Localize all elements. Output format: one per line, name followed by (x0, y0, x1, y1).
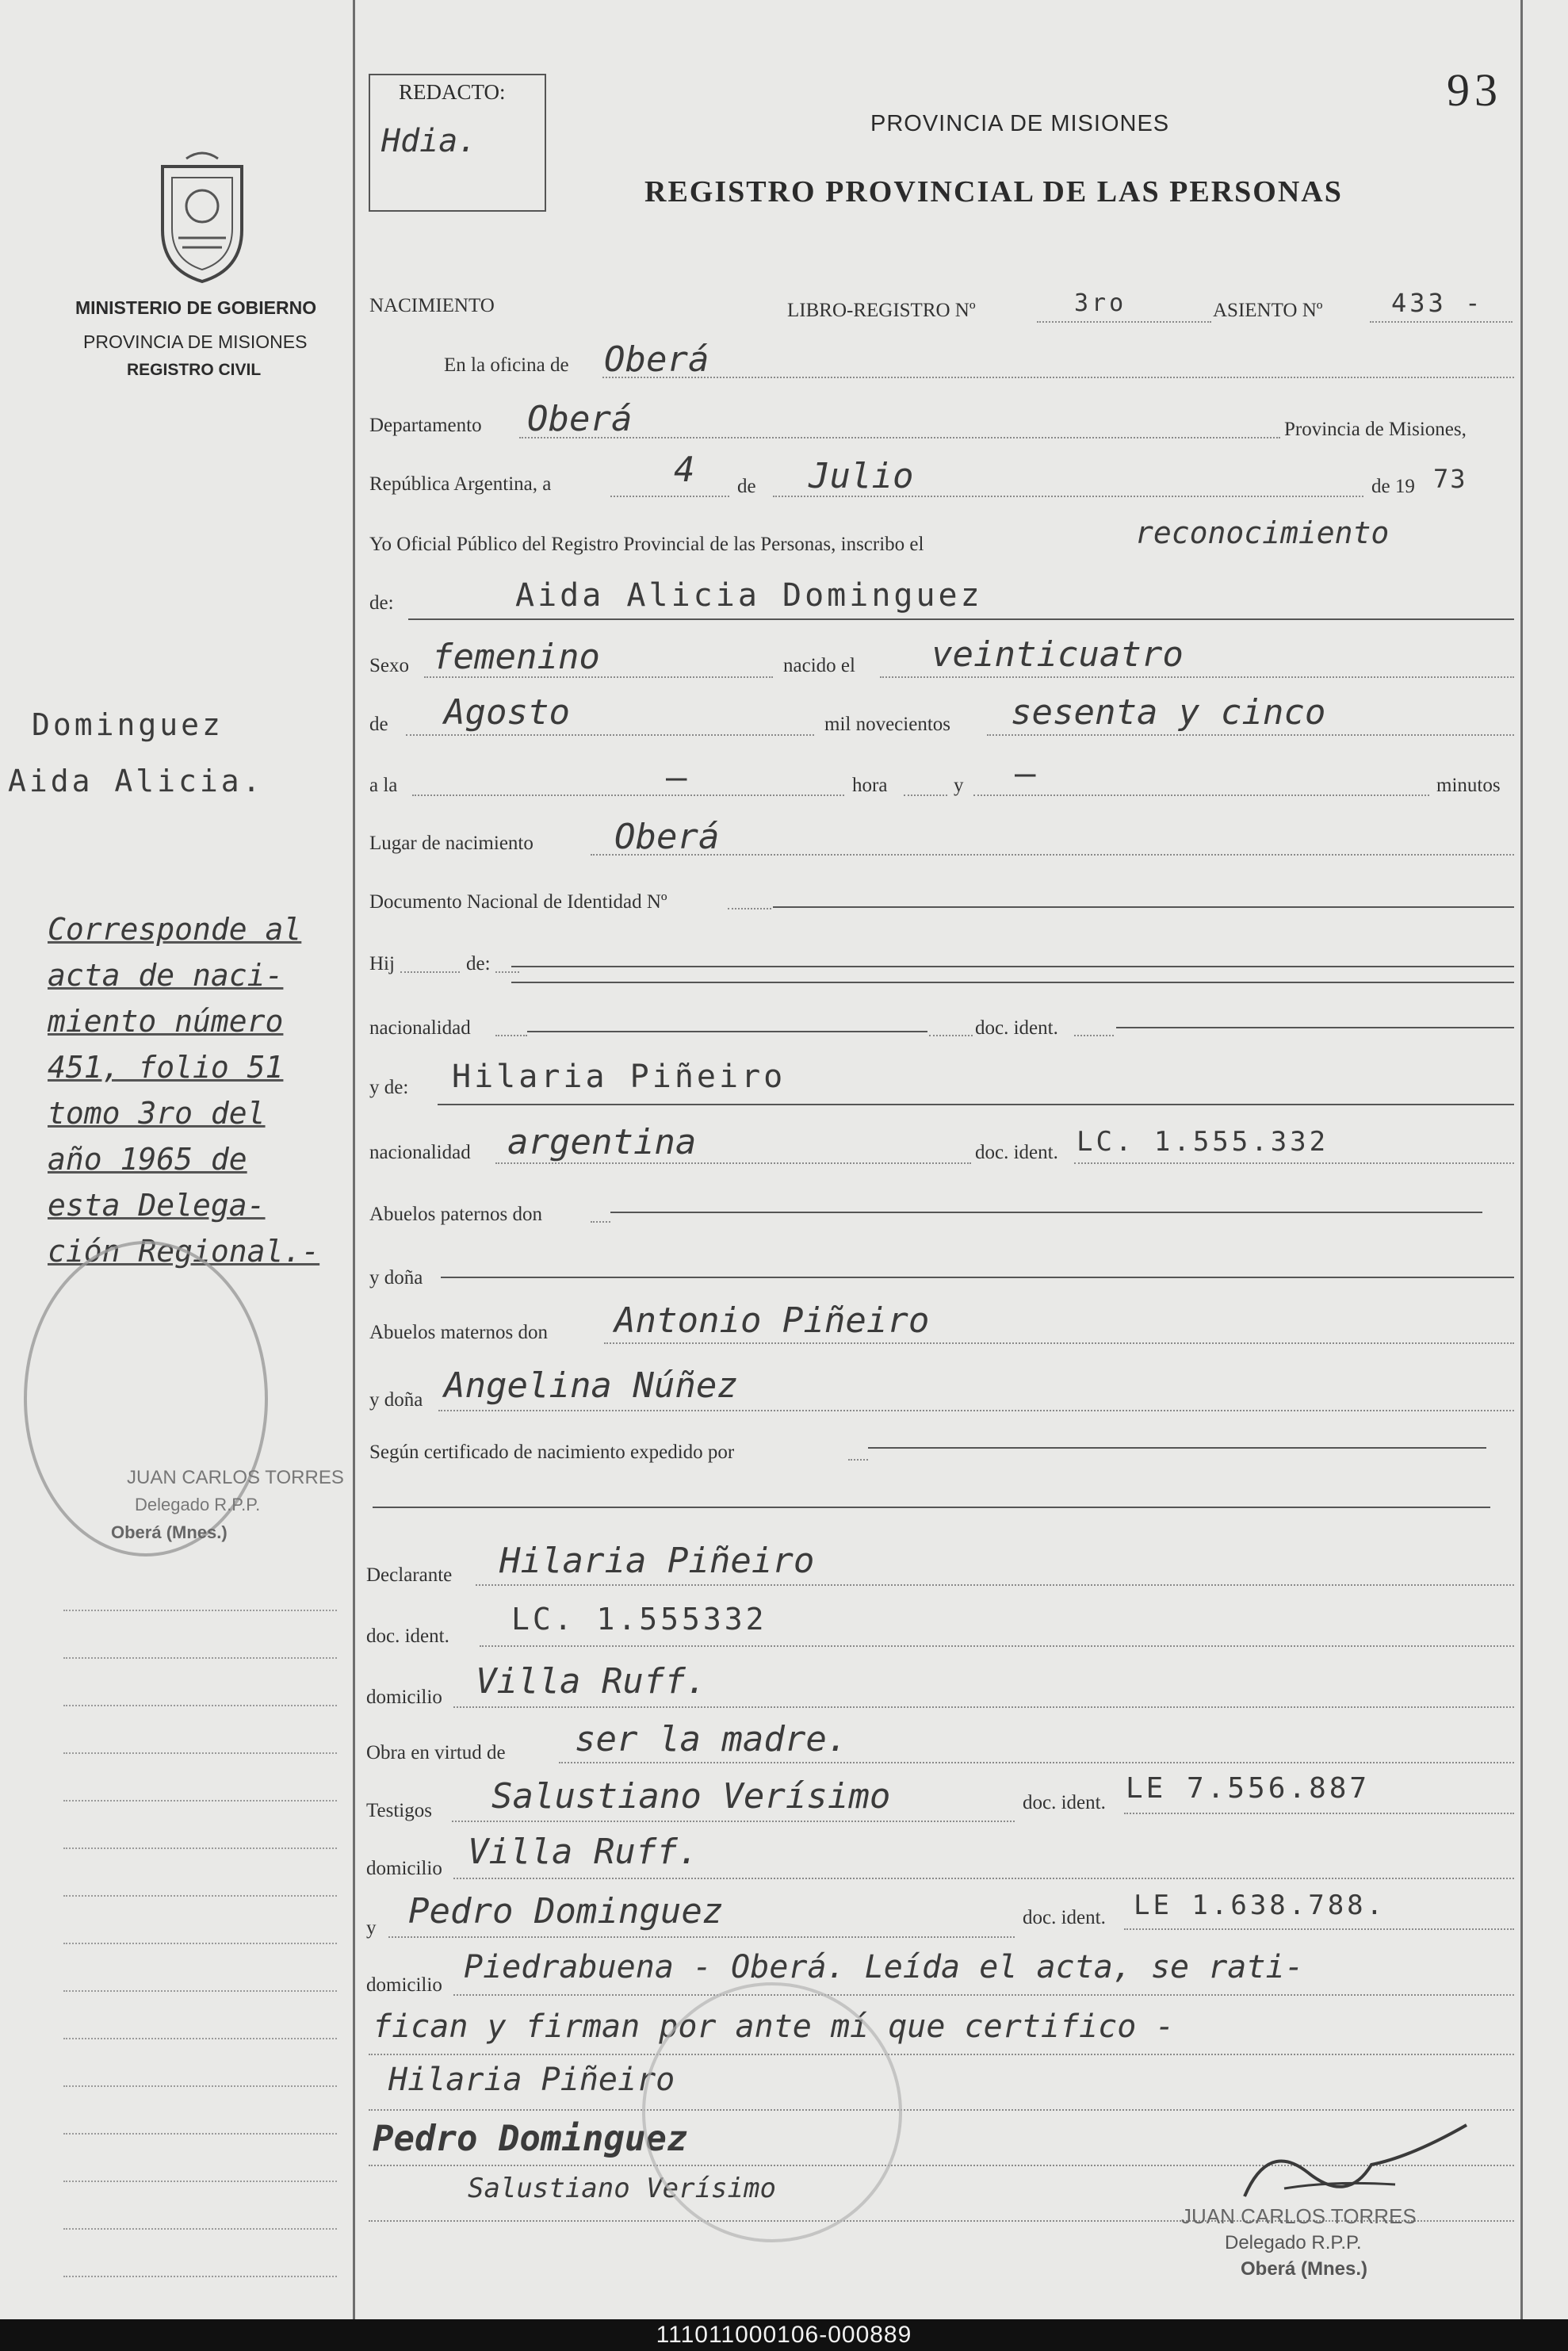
stamp-place-left: Oberá (Mnes.) (111, 1522, 228, 1542)
libro-line (1037, 321, 1211, 323)
hij-line (511, 966, 1514, 967)
official-stamp-center (642, 1982, 902, 2242)
nacido-label: nacido el (783, 655, 855, 676)
docident1-label: doc. ident. (975, 1017, 1058, 1039)
nac1-label: nacionalidad (369, 1017, 471, 1039)
min-value: — (1015, 753, 1036, 794)
mother-value: Hilaria Piñeiro (452, 1059, 786, 1095)
domicilio1-value: Villa Ruff. (476, 1661, 707, 1702)
mil-value: sesenta y cinco (1011, 692, 1326, 733)
abm-line (604, 1342, 1514, 1344)
mother-line (438, 1104, 1514, 1105)
domicilio1-label: domicilio (366, 1687, 442, 1708)
margin-note-line: Corresponde al (48, 912, 302, 947)
mil-line (987, 734, 1514, 736)
signature-declarante: Hilaria Piñeiro (388, 2062, 675, 2098)
de-label: de (737, 476, 756, 497)
segun-line (868, 1447, 1486, 1449)
obra-value: ser la madre. (575, 1719, 848, 1759)
abp-line (610, 1212, 1482, 1213)
abm-label: Abuelos maternos don (369, 1322, 548, 1343)
abp-label: Abuelos paternos don (369, 1204, 543, 1225)
nac1-dots2 (929, 1035, 973, 1036)
margin-note-line: esta Delega- (48, 1188, 266, 1223)
de3-line (406, 734, 814, 736)
testigos-value: Salustiano Verísimo (491, 1776, 891, 1817)
margin-annotation (48, 912, 361, 1280)
libro-value: 3ro (1074, 289, 1127, 317)
testigo2-value: Pedro Dominguez (408, 1891, 724, 1932)
hij-de-label: de: (466, 953, 491, 974)
right-page-border (1520, 0, 1523, 2319)
ydona1-label: y doña (369, 1267, 423, 1288)
margin-blank-line (63, 1800, 337, 1802)
provincia-label: Provincia de Misiones, (1284, 419, 1467, 440)
domicilio1-line (453, 1706, 1514, 1708)
stamp-officer: JUAN CARLOS TORRES (1181, 2204, 1417, 2228)
asiento-label: ASIENTO Nº (1213, 300, 1323, 321)
ydona1-line (441, 1277, 1514, 1278)
docident4-label: doc. ident. (1023, 1792, 1106, 1813)
province-heading: PROVINCIA DE MISIONES (870, 111, 1170, 136)
margin-note-line: tomo 3ro del (48, 1096, 266, 1131)
domicilio2-label: domicilio (366, 1858, 442, 1879)
record-type: NACIMIENTO (369, 295, 495, 316)
margin-name-line2: Aida Alicia. (8, 764, 264, 798)
asiento-value: 433 - (1391, 288, 1484, 318)
margin-blank-line (63, 1752, 337, 1754)
stamp-officer-left: JUAN CARLOS TORRES (127, 1467, 344, 1488)
hij-dots (400, 971, 460, 973)
hora2-line (904, 795, 947, 796)
hij-line2 (511, 982, 1514, 983)
obra-label: Obra en virtud de (366, 1742, 506, 1763)
docident2-value: LC. 1.555.332 (1077, 1126, 1329, 1158)
de2-label: de: (369, 592, 394, 614)
margin-note-line: 451, folio 51 (48, 1050, 284, 1085)
margin-blank-line (63, 1705, 337, 1706)
republica-label: República Argentina, a (369, 473, 552, 495)
de3-value: Agosto (444, 692, 570, 733)
abm-value: Antonio Piñeiro (614, 1300, 930, 1341)
docident1-line (1116, 1027, 1514, 1028)
ydona2-label: y doña (369, 1389, 423, 1411)
abp-dots (591, 1221, 610, 1223)
redacto-box (369, 74, 546, 212)
stamp-place: Oberá (Mnes.) (1241, 2258, 1368, 2280)
departamento-value: Oberá (527, 399, 633, 439)
libro-label: LIBRO-REGISTRO Nº (787, 300, 976, 321)
ydona2-line (438, 1410, 1514, 1411)
stamp-role-left: Delegado R.P.P. (135, 1495, 261, 1514)
ydona2-value: Angelina Núñez (444, 1365, 738, 1406)
ministry-line1: MINISTERIO DE GOBIERNO (75, 297, 317, 318)
nacido-value: veinticuatro (931, 634, 1184, 675)
segun-dots (848, 1459, 868, 1461)
continuation-value: fican y firman por ante mí que certifico - (373, 2008, 1175, 2045)
hij-label: Hij (369, 953, 395, 974)
nac1-line (527, 1031, 927, 1032)
min-line (973, 795, 1429, 796)
domicilio2-value: Villa Ruff. (468, 1832, 699, 1872)
continuation-line (369, 2054, 1514, 2055)
ala-label: a la (369, 775, 398, 796)
dni-dots (728, 908, 771, 909)
name-value: Aida Alicia Dominguez (515, 577, 983, 614)
year-label: de 19 (1371, 476, 1415, 497)
oficina-value: Oberá (604, 339, 709, 380)
docident4-value: LE 7.556.887 (1126, 1772, 1371, 1805)
margin-blank-line (63, 1847, 337, 1849)
docident2-line (1074, 1162, 1514, 1164)
domicilio3-line (453, 1994, 1514, 1996)
margin-note-line: ción Regional.- (48, 1234, 320, 1269)
redacto-value: Hdia. (381, 123, 477, 159)
docident3-value: LC. 1.555332 (511, 1602, 767, 1637)
docident5-label: doc. ident. (1023, 1907, 1106, 1928)
y2-label: y (366, 1917, 377, 1939)
ministry-line3: REGISTRO CIVIL (127, 361, 262, 379)
mil-label: mil novecientos (824, 714, 950, 735)
asiento-line (1370, 321, 1513, 323)
docident3-line (480, 1645, 1514, 1647)
yo-value: reconocimiento (1135, 515, 1390, 550)
nac2-label: nacionalidad (369, 1142, 471, 1163)
margin-blank-line (63, 1610, 337, 1611)
lugar-value: Oberá (614, 817, 720, 857)
registry-title: REGISTRO PROVINCIAL DE LAS PERSONAS (644, 175, 1343, 209)
margin-blank-line (63, 1943, 337, 1944)
testigos-label: Testigos (366, 1800, 432, 1821)
docident5-line (1124, 1928, 1514, 1930)
nac2-line (495, 1162, 971, 1164)
declarante-value: Hilaria Piñeiro (499, 1541, 815, 1581)
margin-blank-line (63, 1895, 337, 1897)
oficina-line (602, 377, 1514, 378)
de3-label: de (369, 714, 388, 735)
margin-blank-line (63, 2181, 337, 2182)
segun-label: Según certificado de nacimiento expedido por (369, 1442, 735, 1463)
hora-label: hora (852, 775, 888, 796)
margin-blank-line (63, 2038, 337, 2039)
docident5-value: LE 1.638.788. (1134, 1890, 1386, 1921)
docident3-label: doc. ident. (366, 1625, 449, 1647)
margin-blank-line (63, 2133, 337, 2135)
sexo-label: Sexo (369, 655, 409, 676)
year-value: 73 (1433, 464, 1467, 494)
lugar-line (591, 854, 1514, 856)
hora-line (412, 795, 844, 796)
declarante-line (476, 1584, 1514, 1586)
margin-blank-line (63, 2085, 337, 2087)
margin-blank-line (63, 2228, 337, 2230)
yde-label: y de: (369, 1077, 409, 1098)
coat-of-arms-icon (147, 151, 258, 289)
docident4-line (1124, 1813, 1514, 1814)
hora-value: — (666, 757, 687, 798)
page-number: 93 (1447, 64, 1502, 116)
lugar-label: Lugar de nacimiento (369, 833, 534, 854)
margin-note-line: miento número (48, 1004, 284, 1039)
margin-name-line1: Dominguez (32, 707, 224, 742)
domicilio3-value: Piedrabuena - Oberá. Leída el acta, se rati- (464, 1949, 1304, 1985)
docident1-dots (1074, 1035, 1114, 1036)
declarante-label: Declarante (366, 1564, 453, 1586)
document-id-footer: 111011000106-000889 (0, 2319, 1568, 2351)
nac1-dots (495, 1035, 527, 1036)
month-value: Julio (809, 456, 914, 496)
margin-note-line: acta de naci- (48, 958, 284, 993)
testigos-line (452, 1821, 1015, 1822)
departamento-line (519, 437, 1280, 438)
testigo2-line (388, 1936, 1015, 1938)
departamento-label: Departamento (369, 415, 482, 436)
margin-blank-line (63, 1657, 337, 1659)
margin-blank-line (63, 1990, 337, 1992)
domicilio3-label: domicilio (366, 1974, 442, 1996)
day-value: 4 (674, 450, 695, 490)
obra-line (559, 1762, 1514, 1763)
redacto-label: REDACTO: (399, 80, 506, 104)
sexo-value: femenino (432, 637, 600, 677)
margin-blank-line (63, 2276, 337, 2277)
officer-signature (1237, 2109, 1474, 2216)
name-line (408, 618, 1514, 620)
dni-line (773, 906, 1514, 908)
day-line (610, 496, 729, 497)
oficina-label: En la oficina de (444, 354, 569, 376)
hij-dots2 (495, 971, 519, 973)
domicilio2-line (453, 1878, 1514, 1879)
dni-label: Documento Nacional de Identidad Nº (369, 891, 667, 913)
y-label: y (954, 775, 964, 796)
segun-line2 (373, 1507, 1490, 1508)
signature-testigo-2: Pedro Dominguez (373, 2119, 688, 2159)
docident2-label: doc. ident. (975, 1142, 1058, 1163)
signature-testigo-1: Salustiano Verísimo (468, 2173, 776, 2204)
nac2-value: argentina (507, 1122, 697, 1162)
nacido-line (880, 676, 1514, 678)
yo-label: Yo Oficial Público del Registro Provincial de las Personas, inscribo el (369, 534, 924, 555)
ministry-line2: PROVINCIA DE MISIONES (83, 331, 308, 352)
stamp-role: Delegado R.P.P. (1225, 2232, 1362, 2253)
minutos-label: minutos (1436, 775, 1501, 796)
margin-note-line: año 1965 de (48, 1142, 247, 1177)
